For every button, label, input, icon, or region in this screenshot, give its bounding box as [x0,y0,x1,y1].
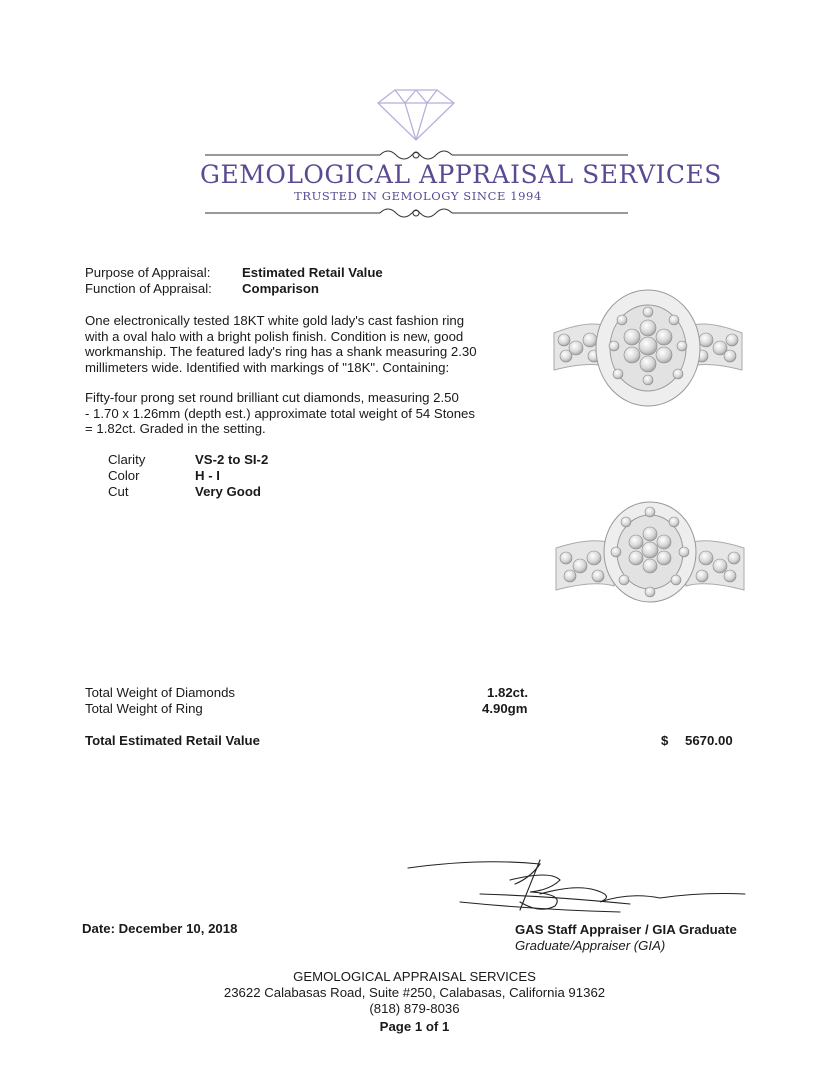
clarity-value: VS-2 to SI-2 [195,452,269,467]
retail-value: 5670.00 [685,733,733,748]
footer-phone: (818) 879-8036 [369,1001,460,1016]
diamond-line: = 1.82ct. Graded in the setting. [85,421,266,437]
diamond-line: - 1.70 x 1.26mm (depth est.) approximate total weight of 54 Stones [85,405,475,421]
function-value: Comparison [242,281,319,296]
diamond-icon [378,90,454,140]
retail-value-label: Total Estimated Retail Value [85,733,260,748]
appraisal-date: Date: December 10, 2018 [82,921,238,936]
appraiser-title: GAS Staff Appraiser / GIA Graduate [515,922,737,937]
function-label: Function of Appraisal: [85,281,212,296]
diamond-weight-label: Total Weight of Diamonds [85,685,236,700]
ornament-divider-bottom [205,209,628,217]
description-line: millimeters wide. Identified with markings of "18K". Containing: [85,359,450,375]
description-line: workmanship. The featured lady's ring has a shank measuring 2.30 [85,344,477,360]
clarity-label: Clarity [108,452,146,467]
diamond-line: Fifty-four prong set round brilliant cut diamonds, measuring 2.50 [85,390,459,405]
ring-photo-top [552,288,744,408]
appraiser-signature [400,850,750,920]
description-line: One electronically tested 18KT white gold lady's cast fashion ring [85,313,465,328]
ring-weight-value: 4.90gm [482,701,528,716]
color-label: Color [108,468,140,483]
cut-label: Cut [108,484,129,499]
footer-address: 23622 Calabasas Road, Suite #250, Calabasas, California 91362 [223,985,606,1000]
purpose-value: Estimated Retail Value [242,265,383,280]
appraiser-subtitle: Graduate/Appraiser (GIA) [515,938,666,953]
footer-company: GEMOLOGICAL APPRAISAL SERVICES [293,969,536,984]
company-tagline: TRUSTED IN GEMOLOGY SINCE 1994 [294,189,542,203]
diamond-description [85,390,505,437]
page-number: Page 1 of 1 [379,1019,450,1034]
color-value: H - I [195,468,220,483]
header-logo [0,0,829,240]
description-line: with a oval halo with a bright polish finish. Condition is new, good [85,328,464,344]
cut-value: Very Good [195,484,261,499]
ring-photo-bottom [554,500,746,612]
currency-symbol: $ [661,733,669,748]
ornament-divider-top [205,151,628,159]
item-description [85,313,505,375]
company-name: GEMOLOGICAL APPRAISAL SERVICES [200,160,722,189]
ring-weight-label: Total Weight of Ring [85,701,203,716]
diamond-weight-value: 1.82ct. [487,685,529,700]
purpose-label: Purpose of Appraisal: [85,265,211,280]
